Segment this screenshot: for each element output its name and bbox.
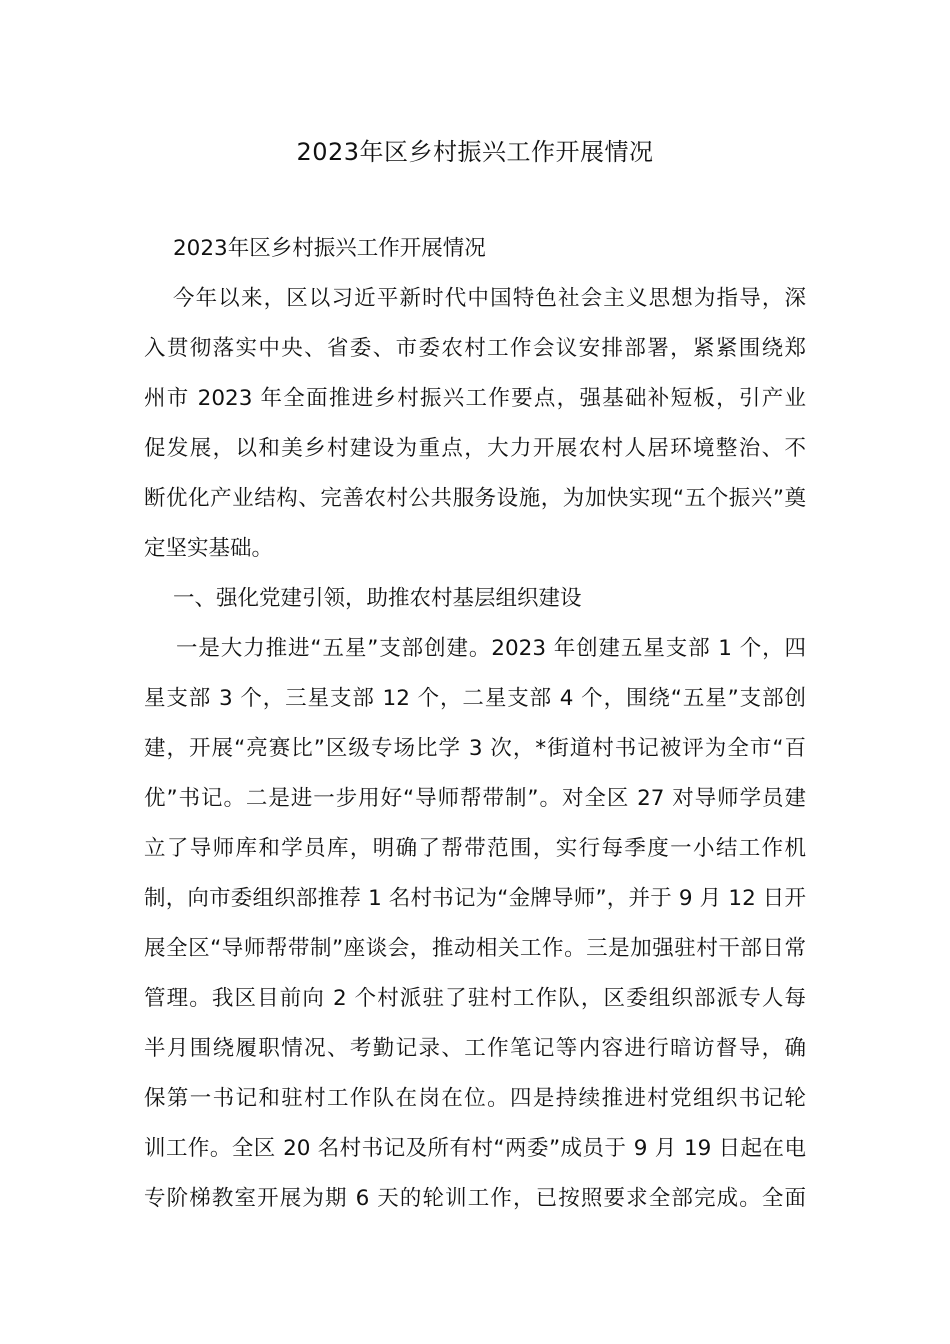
paragraph-line: 促发展，以和美乡村建设为重点，大力开展农村人居环境整治、不 bbox=[144, 436, 806, 461]
document-title: 2023年区乡村振兴工作开展情况 bbox=[296, 138, 654, 166]
paragraph-line: 建，开展“亮赛比”区级专场比学 3 次，*街道村书记被评为全市“百 bbox=[144, 736, 806, 761]
paragraph-line: 管理。我区目前向 2 个村派驻了驻村工作队，区委组织部派专人每 bbox=[144, 986, 806, 1011]
paragraph-line: 训工作。全区 20 名村书记及所有村“两委”成员于 9 月 19 日起在电 bbox=[144, 1136, 806, 1161]
paragraph-line: 优”书记。二是进一步用好“导师帮带制”。对全区 27 对导师学员建 bbox=[144, 786, 806, 811]
paragraph-line: 州市 2023 年全面推进乡村振兴工作要点，强基础补短板，引产业 bbox=[144, 386, 806, 411]
paragraph-line: 一是大力推进“五星”支部创建。2023 年创建五星支部 1 个，四 bbox=[176, 636, 806, 661]
paragraph-line: 保第一书记和驻村工作队在岗在位。四是持续推进村党组织书记轮 bbox=[144, 1086, 806, 1111]
paragraph-line: 入贯彻落实中央、省委、市委农村工作会议安排部署，紧紧围绕郑 bbox=[144, 336, 806, 361]
subtitle-line: 2023年区乡村振兴工作开展情况 bbox=[173, 236, 486, 261]
paragraph-line: 定坚实基础。 bbox=[144, 536, 274, 561]
paragraph-line: 立了导师库和学员库，明确了帮带范围，实行每季度一小结工作机 bbox=[144, 836, 806, 861]
section-heading: 一、强化党建引领，助推农村基层组织建设 bbox=[173, 586, 582, 611]
paragraph-line: 断优化产业结构、完善农村公共服务设施，为加快实现“五个振兴”奠 bbox=[144, 486, 806, 511]
paragraph-line: 专阶梯教室开展为期 6 天的轮训工作，已按照要求全部完成。全面 bbox=[144, 1186, 806, 1211]
paragraph-line: 星支部 3 个，三星支部 12 个，二星支部 4 个，围绕“五星”支部创 bbox=[144, 686, 806, 711]
paragraph-line: 展全区“导师帮带制”座谈会，推动相关工作。三是加强驻村干部日常 bbox=[144, 936, 806, 961]
paragraph-line: 制，向市委组织部推荐 1 名村书记为“金牌导师”，并于 9 月 12 日开 bbox=[144, 886, 806, 911]
paragraph-line: 半月围绕履职情况、考勤记录、工作笔记等内容进行暗访督导，确 bbox=[144, 1036, 806, 1061]
paragraph-line: 今年以来，区以习近平新时代中国特色社会主义思想为指导，深 bbox=[173, 286, 806, 311]
